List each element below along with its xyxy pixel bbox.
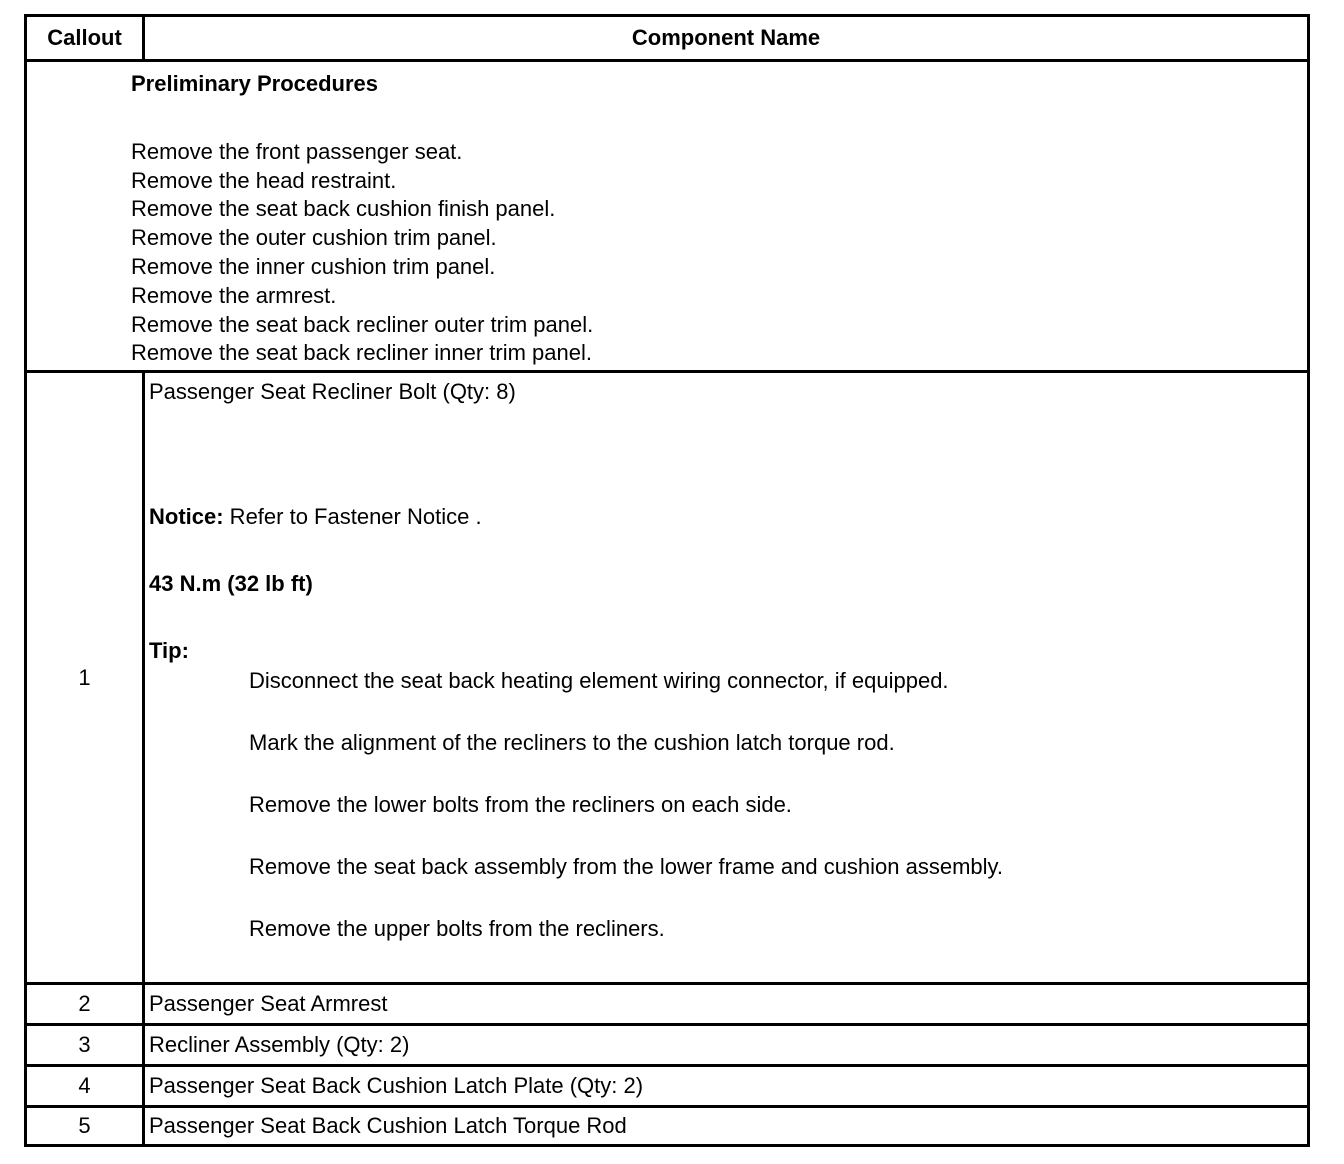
notice-text: Refer to Fastener Notice . [223,504,482,529]
callout-cell [27,1067,142,1105]
table-row [27,1105,1307,1144]
preliminary-step: Remove the armrest. [131,282,337,308]
tip-step: Remove the seat back assembly from the lower frame and cushion assembly. [249,854,1004,879]
callout-number: 1 [78,664,91,690]
component-name: Passenger Seat Recliner Bolt (Qty: 8) [149,379,516,404]
component-name-cell [142,1067,1307,1105]
preliminary-step: Remove the head restraint. [131,167,397,193]
component-name-cell [142,1026,1307,1064]
component-name: Passenger Seat Back Cushion Latch Torque Rod [149,1113,627,1138]
table-header-row [27,17,1307,59]
callout-number: 5 [78,1113,91,1138]
callout-cell [27,1108,142,1144]
callout-header: Callout [47,25,122,50]
tip-step: Mark the alignment of the recliners to the cushion latch torque rod. [249,730,895,755]
callout-number: 3 [78,1032,91,1057]
table-row [27,1064,1307,1105]
callout-cell [27,373,142,982]
preliminary-step: Remove the outer cushion trim panel. [131,225,497,251]
callout-number: 4 [78,1073,91,1098]
notice-label: Notice: [149,504,224,529]
tip-step: Remove the lower bolts from the recliners on each side. [249,792,792,817]
component-name-cell [142,985,1307,1023]
callout-cell [27,1026,142,1064]
component-name: Passenger Seat Armrest [149,991,388,1016]
callout-number: 2 [78,991,91,1016]
component-table [24,14,1310,1147]
torque-spec: 43 N.m (32 lb ft) [149,571,313,596]
table-row [27,370,1307,982]
tip-step: Remove the upper bolts from the recliners. [249,916,665,941]
tip-label: Tip: [149,638,189,663]
tip-step: Disconnect the seat back heating element wiring connector, if equipped. [249,668,949,693]
preliminary-step: Remove the seat back recliner outer trim panel. [131,311,594,337]
component-name: Recliner Assembly (Qty: 2) [149,1032,410,1057]
preliminary-procedures-row [27,59,1307,370]
preliminary-step: Remove the seat back cushion finish panel. [131,196,556,222]
table-row [27,982,1307,1023]
notice [149,504,482,530]
table-row [27,1023,1307,1064]
preliminary-procedures-title: Preliminary Procedures [131,71,379,96]
preliminary-step: Remove the inner cushion trim panel. [131,253,496,279]
preliminary-step: Remove the seat back recliner inner trim panel. [131,340,592,366]
preliminary-procedures [131,70,593,368]
component-name-cell [142,1108,1307,1144]
component-name-header: Component Name [631,25,821,50]
callout-cell [27,985,142,1023]
component-name-cell [142,373,1307,982]
preliminary-step: Remove the front passenger seat. [131,138,463,164]
component-name: Passenger Seat Back Cushion Latch Plate (Qty: 2) [149,1073,644,1098]
callout-header-cell [27,17,142,59]
component-name-header-cell [142,17,1307,59]
